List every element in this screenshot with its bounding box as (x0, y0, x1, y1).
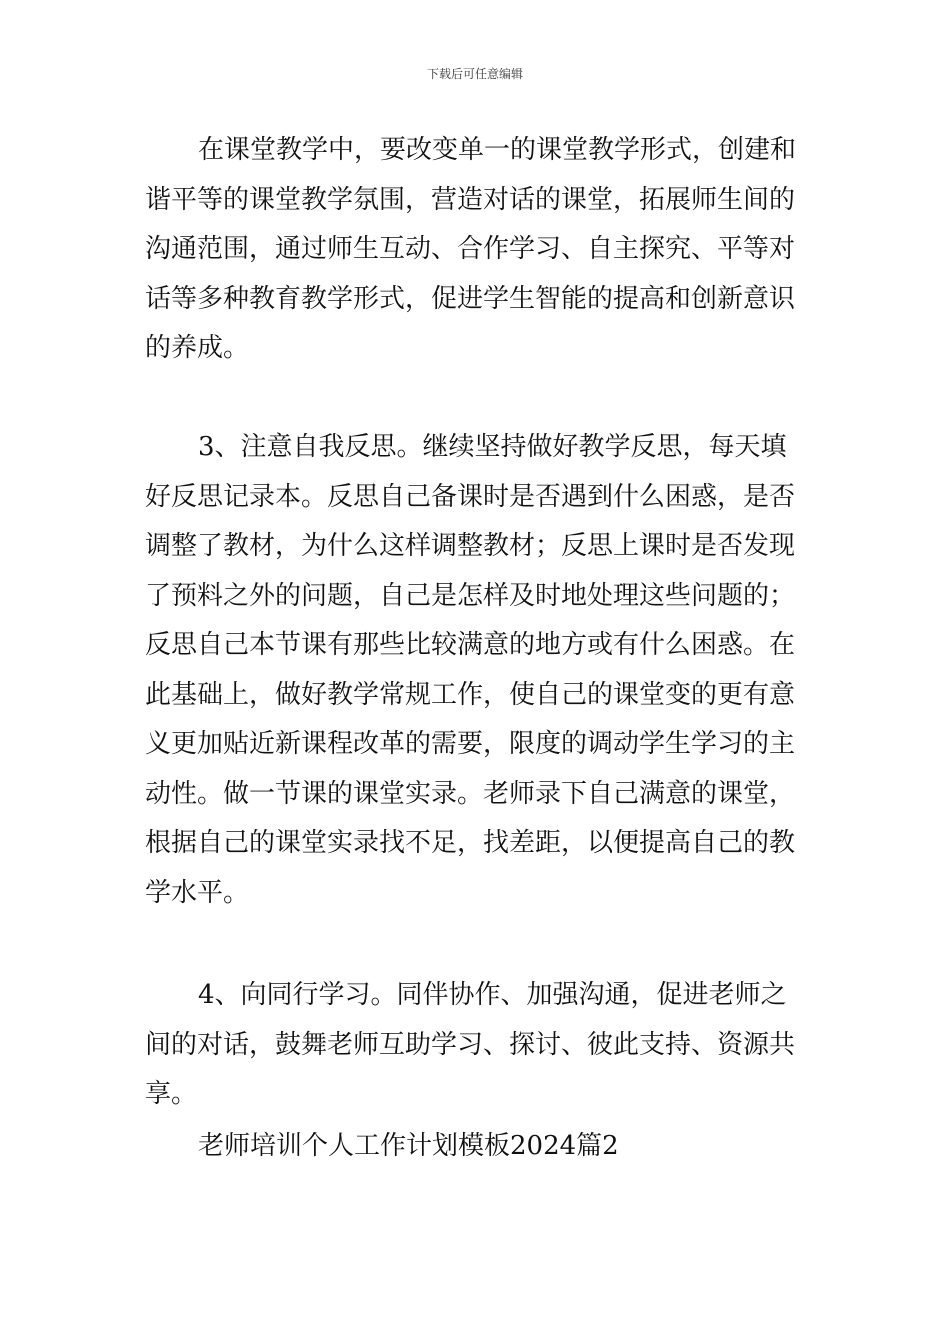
header-note: 下载后可任意编辑 (426, 67, 523, 81)
paragraph-classroom-teaching: 在课堂教学中，要改变单一的课堂教学形式，创建和谐平等的课堂教学氛围，营造对话的课堂，拓展师生间的沟通范围，通过师生互动、合作学习、自主探究、平等对话等多种教育教学形式，促进学生智能的提高和创新意识的养成。 (145, 135, 797, 363)
paragraph-peer-learning: 4、向同行学习。同伴协作、加强沟通，促进老师之间的对话，鼓舞老师互助学习、探讨、彼此支持、资源共享。 (145, 980, 796, 1109)
section-title: 老师培训个人工作计划模板2024篇2 (198, 1131, 619, 1161)
paragraph-self-reflection: 3、注意自我反思。继续坚持做好教学反思，每天填好反思记录本。反思自己备课时是否遇到什么困惑，是否调整了教材，为什么这样调整教材；反思上课时是否发现了预料之外的问题，自己是怎样及时地处理这些问题的；反思自己本节课有那些比较满意的地方或有什么困惑。在此基础上，做好教学常规工作，使自己的课堂变的更有意义更加贴近新课程改革的需要，限度的调动学生学习的主动性。做一节课的课堂实录。老师录下自己满意的课堂，根据自己的课堂实录找不足，找差距，以便提高自己的教学水平。 (145, 432, 796, 908)
